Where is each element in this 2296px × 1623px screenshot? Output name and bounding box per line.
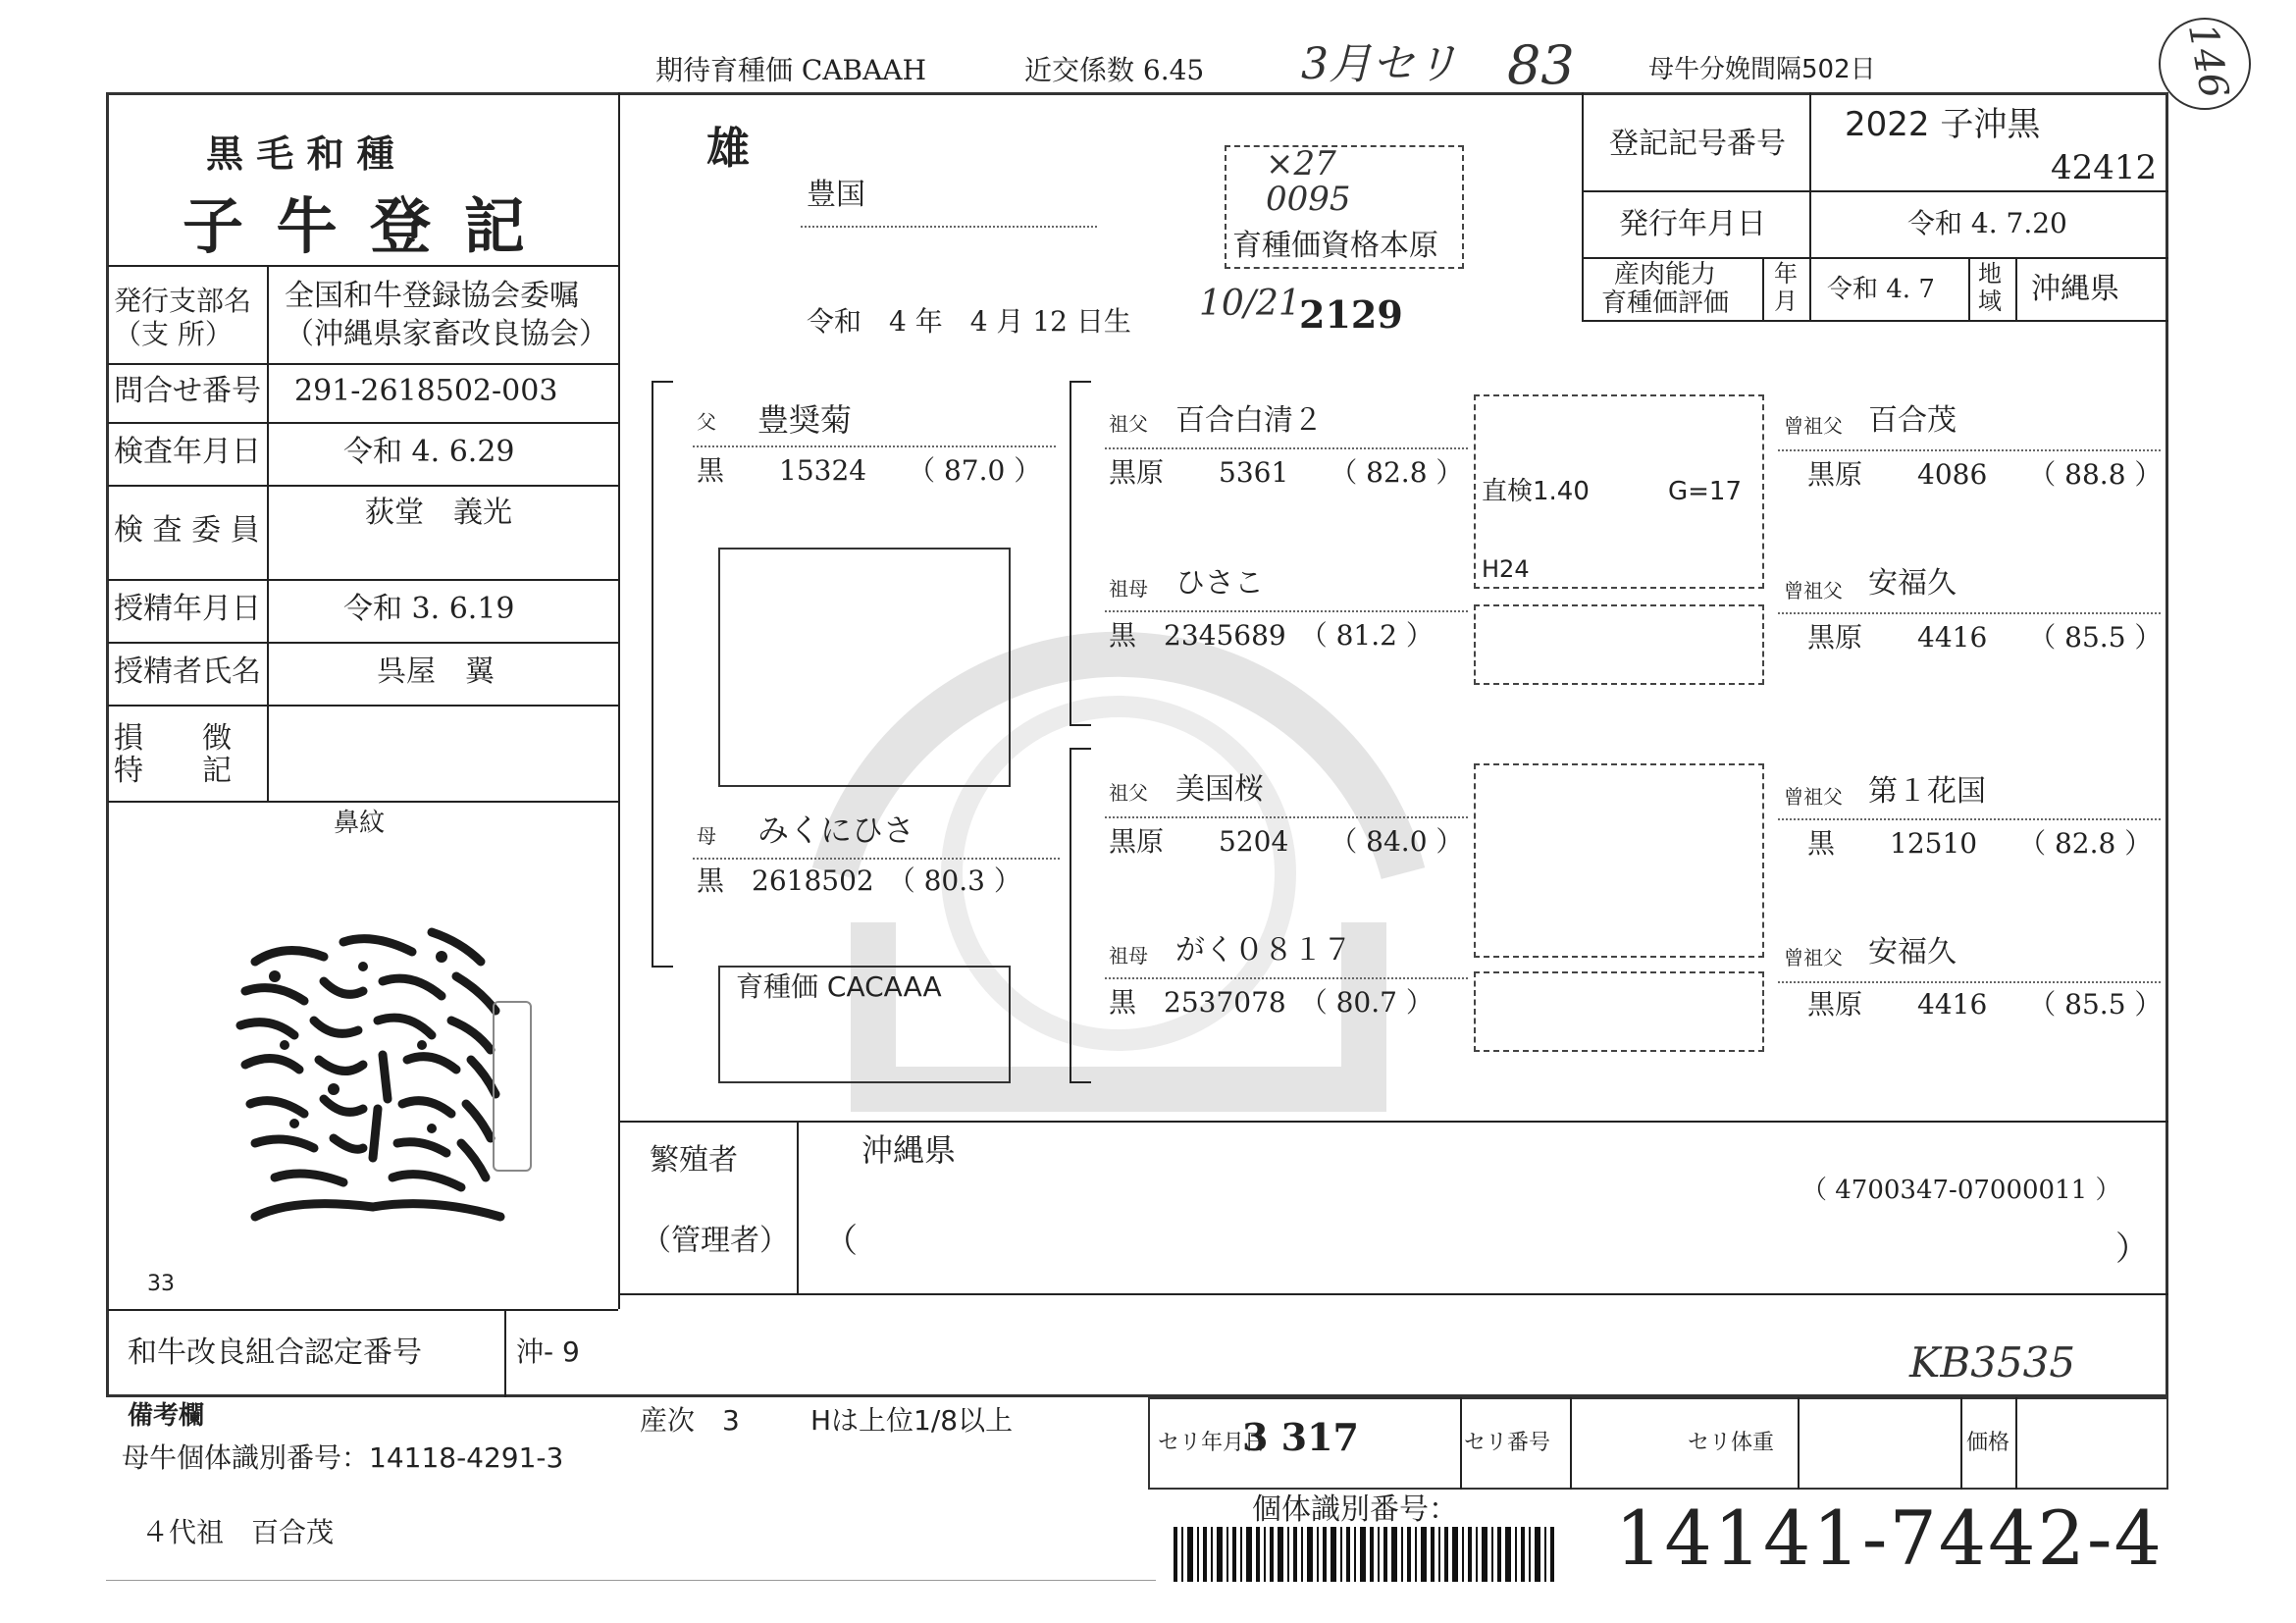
dam-breeding-value: 育種価 CACAAA — [736, 970, 942, 1003]
manager-paren-close: ） — [2115, 1230, 2149, 1269]
sire-sire-name: 百合白清２ — [1175, 403, 1323, 438]
inseminator-label: 授精者氏名 — [114, 654, 261, 689]
sire-name: 豊奨菊 — [757, 401, 853, 439]
test-result-line2: H24 — [1482, 555, 1530, 583]
test-result-g: G=17 — [1668, 477, 1743, 506]
tag-number: 2129 — [1299, 292, 1403, 337]
parity: 産次 3 — [640, 1404, 740, 1437]
dam-sire-role: 祖父 — [1109, 781, 1148, 805]
barcode — [1174, 1527, 1566, 1582]
certification-value: 沖- 9 — [516, 1335, 580, 1368]
gg3-reg: 黒 12510 （ 82.8 ） — [1807, 827, 2153, 860]
breeder-label: 繁殖者 — [650, 1143, 738, 1178]
gg1-role: 曾祖父 — [1784, 414, 1843, 438]
sire-role: 父 — [697, 410, 716, 434]
defect-notes-label: 損 徴 特 記 — [114, 721, 232, 788]
gg4-name: 安福久 — [1868, 935, 1957, 969]
gg1-name: 百合茂 — [1868, 403, 1957, 438]
handwritten-code: KB3535 — [1909, 1338, 2076, 1387]
dam-dam-note-box — [1474, 971, 1764, 1052]
branch-label: 発行支部名 （支 所） — [114, 285, 252, 350]
region-label: 地 域 — [1978, 260, 2002, 315]
reg-number-line2: 42412 — [2051, 148, 2158, 187]
sire-dam-note-box — [1474, 604, 1764, 685]
issue-date: 令和 4. 7.20 — [1907, 207, 2067, 239]
auction-price-label: 価格 — [1966, 1431, 2010, 1455]
eval-label: 産肉能力 育種価評価 — [1601, 260, 1730, 318]
eval-date: 令和 4. 7 — [1827, 275, 1935, 304]
left-column-divider — [618, 92, 620, 1309]
inspector-name: 荻堂 義光 — [365, 496, 512, 530]
calf-name: 豊国 — [807, 178, 865, 212]
gg2-reg: 黒原 4416 （ 85.5 ） — [1807, 621, 2163, 654]
document-title: 子 牛 登 記 — [183, 190, 531, 262]
inquiry-number-label: 問合せ番号 — [114, 374, 261, 408]
livestock-association-stamp — [493, 1001, 532, 1172]
handwritten-sale-number: 83 — [1507, 34, 1575, 96]
sire-sire-reg: 黒原 5361 （ 82.8 ） — [1109, 456, 1464, 489]
dam-dam-role: 祖母 — [1109, 944, 1148, 968]
inspection-date-label: 検査年月日 — [114, 435, 261, 469]
gg2-name: 安福久 — [1868, 566, 1957, 601]
inbreeding-coefficient: 近交係数 6.45 — [1024, 54, 1205, 86]
birth-date: 令和 4 年 4 月 12 日生 — [807, 305, 1131, 338]
sire-sire-role: 祖父 — [1109, 412, 1148, 436]
handwritten-date: 10/21 — [1199, 284, 1301, 324]
test-result-line1: 直検1.40 — [1482, 477, 1590, 506]
fourth-ancestor: ４代祖 百合茂 — [141, 1516, 335, 1548]
dam-sire-reg: 黒原 5204 （ 84.0 ） — [1109, 825, 1464, 858]
expected-breeding-value: 期待育種価 CABAAH — [655, 54, 926, 86]
auction-date: 3 317 — [1242, 1415, 1359, 1459]
breeder-code: （ 4700347-07000011 ） — [1801, 1176, 2121, 1205]
manager-label: （管理者） — [642, 1224, 789, 1258]
individual-id-label: 個体識別番号： — [1252, 1492, 1458, 1527]
individual-id-number: 14141-7442-4 — [1615, 1494, 2164, 1582]
reg-number-line1: 2022 子沖黒 — [1845, 105, 2041, 144]
certification-label: 和牛改良組合認定番号 — [128, 1335, 422, 1370]
gg1-reg: 黒原 4086 （ 88.8 ） — [1807, 458, 2163, 491]
dam-reg: 黒 2618502 （ 80.3 ） — [697, 864, 1021, 897]
bottom-rule — [106, 1580, 1156, 1581]
dam-calving-interval: 母牛分娩間隔502日 — [1648, 55, 1876, 84]
branch-value: 全国和牛登録協会委嘱 （沖縄県家畜改良協会） — [285, 279, 608, 351]
sire-dam-name: ひさこ — [1175, 566, 1264, 601]
dam-dam-name: がく０８１７ — [1175, 933, 1352, 968]
photo-box — [718, 548, 1011, 787]
gg3-role: 曾祖父 — [1784, 785, 1843, 809]
dam-dam-reg: 黒 2537078 （ 80.7 ） — [1109, 986, 1434, 1019]
manager-paren-open: （ — [824, 1222, 858, 1261]
remarks-label: 備考欄 — [128, 1401, 205, 1431]
gg4-role: 曾祖父 — [1784, 946, 1843, 969]
breed-title: 黒 毛 和 種 — [206, 131, 394, 176]
issue-date-label: 発行年月日 — [1619, 207, 1766, 241]
inseminator-name: 呉屋 翼 — [377, 654, 495, 689]
gg3-name: 第１花国 — [1868, 774, 1986, 809]
auction-weight-label: セリ体重 — [1688, 1431, 1775, 1455]
reg-number-label: 登記記号番号 — [1609, 127, 1786, 161]
region: 沖縄県 — [2031, 272, 2119, 306]
circled-number-text: 146 — [2178, 20, 2237, 102]
handwritten-sale-note: 3月セリ — [1301, 39, 1458, 89]
h-note: Hは上位1/8以上 — [810, 1404, 1014, 1437]
ym-label: 年 月 — [1774, 260, 1798, 315]
nose-print-label: 鼻紋 — [334, 809, 386, 838]
breeder-name: 沖縄県 — [861, 1131, 957, 1169]
sire-dam-role: 祖母 — [1109, 577, 1148, 601]
insemination-date: 令和 3. 6.19 — [343, 592, 515, 626]
dam-sire-name: 美国桜 — [1175, 772, 1264, 807]
gg4-reg: 黒原 4416 （ 85.5 ） — [1807, 988, 2163, 1021]
inspector-label: 検 査 委 員 — [114, 513, 260, 548]
auction-number-label: セリ番号 — [1464, 1431, 1551, 1455]
gg2-role: 曾祖父 — [1784, 579, 1843, 602]
inquiry-number: 291-2618502-003 — [294, 374, 558, 408]
dam-sire-note-box — [1474, 763, 1764, 958]
calf-sex: 雄 — [706, 124, 750, 174]
sire-dam-reg: 黒 2345689 （ 81.2 ） — [1109, 619, 1434, 652]
pedigree-bracket-left — [652, 381, 673, 383]
auction-date-label: セリ年月日 — [1158, 1431, 1267, 1455]
nose-print-number: 33 — [147, 1272, 175, 1296]
dam-name: みくにひさ — [757, 812, 915, 849]
sire-reg: 黒 15324 （ 87.0 ） — [697, 454, 1042, 487]
dam-role: 母 — [697, 824, 716, 848]
qualification-label: 育種価資格本原 — [1232, 229, 1438, 263]
inspection-date: 令和 4. 6.29 — [343, 435, 515, 469]
handwritten-qualification: ×27 0095 — [1266, 144, 1351, 219]
insemination-date-label: 授精年月日 — [114, 592, 261, 626]
dam-individual-id: 母牛個体識別番号：14118-4291-3 — [122, 1441, 564, 1474]
nose-print-image — [216, 903, 540, 1256]
